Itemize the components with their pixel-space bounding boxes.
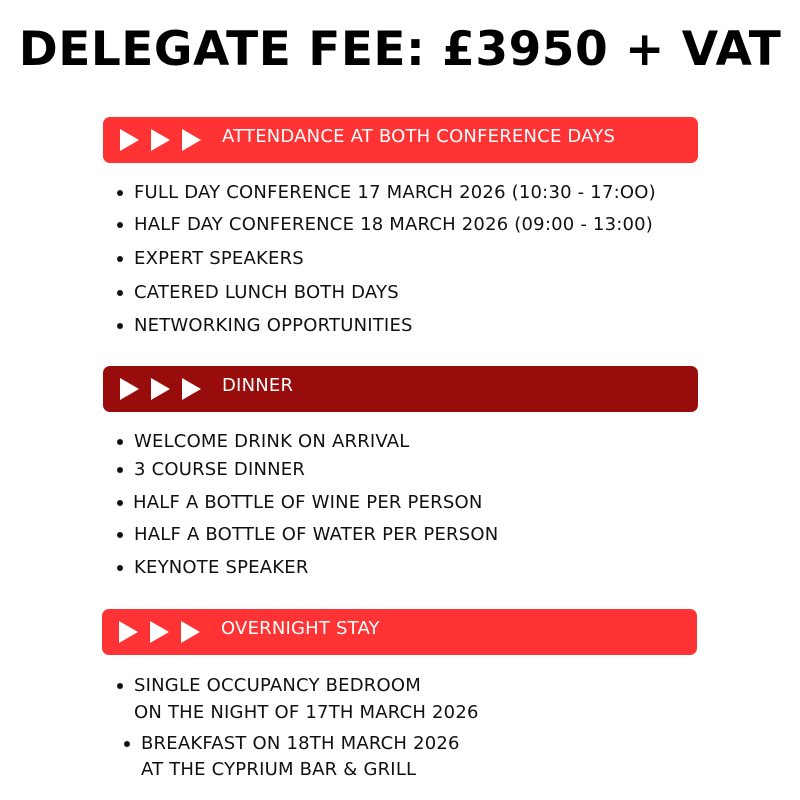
section-heading: DINNER [222,375,294,396]
play-arrow-icon [151,378,170,400]
play-arrow-icon [119,621,138,643]
bullet-icon [124,741,130,747]
bullet-icon [117,439,123,445]
list-item: NETWORKING OPPORTUNITIES [134,315,413,336]
play-arrow-icon [150,621,169,643]
play-arrow-icon [151,129,170,151]
bullet-icon [117,467,123,473]
bullet-icon [117,500,123,506]
list-item: HALF A BOTTLE OF WINE PER PERSON [133,492,483,513]
bullet-icon [117,532,123,538]
bullet-icon [117,256,123,262]
list-item: HALF DAY CONFERENCE 18 MARCH 2026 (09:00 - 13:00) [134,214,654,235]
list-item-line: BREAKFAST ON 18TH MARCH 2026 [141,733,460,754]
play-arrow-icon [182,378,201,400]
list-item: FULL DAY CONFERENCE 17 MARCH 2026 (10:30 - 17:OO) [134,182,656,203]
page-title: DELEGATE FEE: £3950 + VAT [18,22,782,77]
section-heading: OVERNIGHT STAY [221,618,380,639]
section-header-dinner [103,366,698,412]
play-arrow-icon [181,621,200,643]
list-item: CATERED LUNCH BOTH DAYS [134,282,399,303]
list-item: HALF A BOTTLE OF WATER PER PERSON [134,524,499,545]
play-arrow-icon [120,129,139,151]
bullet-icon [117,190,123,196]
bullet-icon [117,222,123,228]
list-item-line: SINGLE OCCUPANCY BEDROOM [134,675,421,696]
play-arrow-icon [182,129,201,151]
list-item: EXPERT SPEAKERS [134,248,304,269]
bullet-icon [117,565,123,571]
section-header-attendance [103,117,698,163]
section-header-overnight [102,609,697,655]
list-item-line: AT THE CYPRIUM BAR & GRILL [141,759,417,780]
bullet-icon [117,290,123,296]
list-item: 3 COURSE DINNER [134,459,306,480]
section-heading: ATTENDANCE AT BOTH CONFERENCE DAYS [222,126,616,147]
play-arrow-icon [120,378,139,400]
list-item-line: ON THE NIGHT OF 17TH MARCH 2026 [134,702,479,723]
list-item: KEYNOTE SPEAKER [134,557,309,578]
bullet-icon [117,323,123,329]
list-item: WELCOME DRINK ON ARRIVAL [134,431,410,452]
bullet-icon [117,683,123,689]
